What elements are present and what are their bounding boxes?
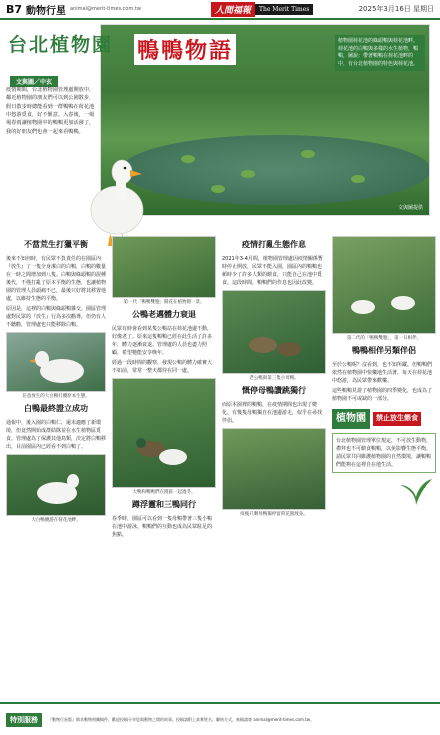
col2-heading2: 蹲浮靈和三鴨同行: [132, 500, 196, 510]
top-photo-credit: 文與圖提供: [397, 205, 423, 211]
col2-photo-caption: 第一代「鴨鴨雙胞」開花在植物園一景。: [123, 300, 205, 305]
col3-heading2: 慨停母鴨讚跳獨行: [242, 385, 306, 395]
page-subtitle: 鴨鴨物語: [134, 34, 236, 65]
page-header: [0, 0, 440, 20]
column-4: [332, 236, 436, 505]
duck-photo-icon: [7, 333, 107, 393]
col1-body3: 通報中，後入園的白鴨仁，還未適應了新環境，但竟然開始成群結隊並在水生植物區覓食。管理處為了保護其他鳥類，決定將白鴨移出，目前園區內已經看不到白鴨了。: [6, 419, 107, 450]
col1-photo2: [6, 454, 106, 516]
intro-paragraph: 疫情期間，台北植物園管理處開放中，鄰近植物園的朋友們可以到公園散步，假日散步時總能看到一群鴨鴨在荷花池中悠游覓食，好不愜意。入春後，一場場春雨讓植物園中的鴨鴨更加活潑了，我的好朋友們也會一起來看鴨鴨。: [6, 87, 95, 135]
notice-tag: [332, 409, 436, 429]
col3-photo2: [222, 428, 326, 510]
footer-tag: 特別服務: [6, 713, 42, 727]
col3-body2: 而原本園裡的鴨鴨，在疫情期間也出現了變化，有幾隻母鴨獨自在池邊游走，似乎在尋找伴侶。: [222, 401, 323, 424]
duck-photo-icon: [113, 379, 217, 489]
col4-body2: 這些鴨鴨見證了植物園的四季變化，也成為了植物園不可或缺的一部分。: [332, 387, 433, 402]
notice-box: [332, 433, 436, 473]
column-1: [6, 236, 106, 526]
col2-body2: 經過一段時間的觀察，發現公鴨的體力確實大不如前，常常一整天都待在同一處。: [112, 359, 213, 374]
col2-heading: 公鴨老邁體力衰退: [132, 310, 196, 320]
page-footer: [0, 702, 440, 735]
col4-heading: 鴨鴨相伴另類伴侶: [352, 346, 416, 356]
col1-body: 後來不知何時，有民眾不負責任的在園區內『放生』了一隻全身潔白的白鴨，白鴨的數量在一時之間增加到八隻。白鴨與綠頭鴨的混種後代，不僅打亂了原本平衡的生態，也讓植物園的管理人員頭痛不已，最後只好將其移置他處，以維持生態的平衡。: [6, 255, 107, 302]
plant-icon: [396, 475, 436, 505]
col3-photo2-caption: 疫後只剩母鴨獨停留荷花園渡身。: [240, 511, 308, 517]
col1-photo: [6, 332, 106, 392]
col1-heading: 不當荒生打獵平衡: [24, 240, 88, 249]
logo-english: The Merit Times: [255, 4, 313, 15]
duck-photo-icon: [333, 237, 437, 335]
col1-photo-caption: 任意放生的大白鴨打擾原本生態。: [22, 393, 90, 399]
lily-pad: [181, 155, 195, 163]
top-photo-caption: 植物園荷花池的綠頭鴨與荷花池畔。荷花池的白鴨與多樣的水生植物，鴨鴨，圖說：帶著鴨鴨在荷花池畔的中，有台北植物園的特色與荷花池。: [335, 35, 425, 71]
notice-tag-sub: 禁止放生餵食: [373, 412, 421, 425]
byline: 文與圖／中玄: [10, 76, 58, 87]
duck-photo-icon: [223, 291, 327, 375]
col4-photo-caption: 第二代的「鴨鴨雙胞」，第一日相伴。: [346, 336, 422, 341]
col2-body: 民眾有時會看到某隻公鴨站在荷花池邊不動，好像老了。原來這隻鴨鴨已經在此生活了許多年，體力逐漸衰退。管理處的人員也盡力照顧，希望牠能安享晚年。: [112, 325, 213, 356]
lily-pad: [241, 170, 255, 178]
col3-photo: [222, 290, 326, 374]
col1-body2: 原因是，這裡的白鴨與綠頭鴨雜交，園區管理處對民眾的『放生』行為多次勸導，但仍有人不聽勸，管理處也只能移除白鴨。: [6, 305, 107, 328]
pond-shape: [121, 135, 430, 205]
col3-body: 2021年3-4月間，植物園管理處因疫情關係暫時停止開放，民眾不能入園，園區內的鴨鴨也頓時少了許多人類的餵食，只能自己在池中覓食。這段時間，鴨鴨們的作息也因此改變。: [222, 255, 323, 286]
col4-body: 至於公鴨呢？沒看到，也不知所蹤。但鴨鴨們依然在植物園中快樂地生活著，每天在荷花池中悠游，為民眾帶來歡樂。: [332, 361, 433, 384]
issue-date: 2025年3月16日 星期日: [358, 5, 434, 13]
notice-text: 台北植物園管理單位規定，不可放生動物，禮拜也不可餵食鴨鴨，以免影響生態平衡。請民眾共同維護植物園的自然環境，讓鴨鴨們能夠在這裡自在地生活。: [336, 437, 432, 468]
lily-pad: [301, 150, 315, 158]
footer-text: 『動物行星版』徵求動物相關稿件，歡迎投稿分享您與動物之間的故事。投稿請附上真實姓名、聯絡方式，來稿請寄 animal@merit-times.com.tw。: [48, 716, 314, 722]
col2-body3: 春季時，園區可以看到一隻母鴨帶著三隻小鴨在池中游泳，鴨鴨們的互動也成為民眾駐足的焦點。: [112, 515, 213, 538]
column-3: [222, 236, 326, 520]
newspaper-logo: [211, 2, 313, 17]
logo-chinese: 人間福報: [211, 2, 255, 17]
lily-pad: [211, 185, 225, 193]
section-email[interactable]: animal@merit-times.com.tw: [70, 6, 141, 12]
col1-photo2-caption: 大白鴨優游在荷花池畔。: [31, 517, 81, 523]
col2-photo2: [112, 378, 216, 488]
lily-pad: [351, 175, 365, 183]
page-title: 台北植物園: [8, 34, 114, 56]
duck-photo-icon: [7, 455, 107, 517]
notice-tag-main: 植物園: [332, 409, 370, 429]
col3-photo-caption: 老公鴨與第三隻小母鴨。: [249, 375, 299, 381]
page-number: B7: [6, 2, 23, 16]
column-2: [112, 236, 216, 539]
col4-photo: [332, 236, 436, 334]
col1-heading2: 白鴨最終證立成功: [24, 403, 88, 413]
section-name: 動物行星: [26, 5, 67, 17]
col2-photo2-caption: 大鴨和鴨鴨們在園區一起過冬。: [132, 489, 196, 495]
white-duck-illustration: [82, 150, 152, 250]
col2-photo: [112, 236, 216, 298]
col3-heading: 疫情打亂生態作息: [242, 240, 306, 249]
